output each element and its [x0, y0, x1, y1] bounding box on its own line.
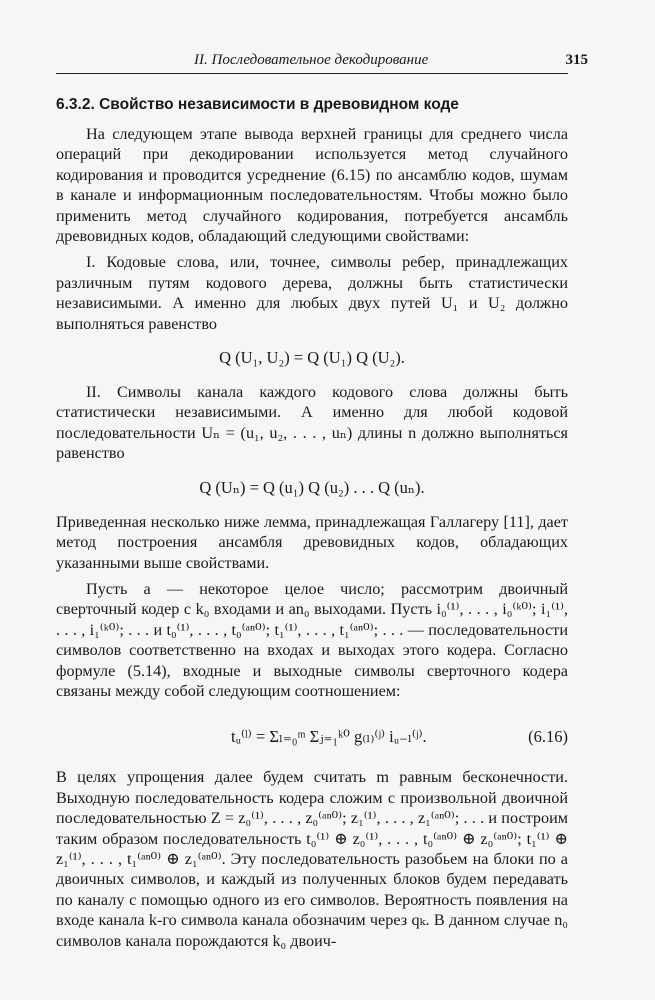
book-page	[56, 52, 588, 951]
equation-text: Q (U₁, U₂) = Q (U₁) Q (U₂).	[219, 348, 405, 368]
chapter-title: II. Последовательное декодирование	[194, 52, 429, 68]
paragraph-lemma: Приведенная несколько ниже лемма, принадлежащая Галлагеру [11], дает метод построения ансамбля древовидных кодов, обладающих указанными выше свойствами.	[56, 512, 568, 572]
property-one: I. Кодовые слова, или, точнее, символы ребер, принадлежащих различным путям кодового дерева, должны быть статистически независимыми. А именно для любых двух путей U₁ и U₂ должно выполняться равенство	[56, 253, 568, 333]
paragraph-encoder: Пусть a — некоторое целое число; рассмотрим двоичный сверточный кодер с k₀ входами и an₀ выходами. Пусть i₀⁽¹⁾, . . . , i₀⁽ᵏ⁰⁾; i₁⁽¹⁾, . . . , i₁⁽ᵏ⁰⁾; . . . и t₀⁽¹⁾, . . . , t₀⁽ᵃⁿ⁰⁾; t₁⁽¹⁾, . . . , t₁⁽ᵃⁿ⁰⁾; . . . — последовательности символов соответственно на входах и выходах этого кодера. Согласно формуле (5.14), входные и выходные символы сверточного кодера связаны между собой следующим соотношением:	[56, 579, 568, 700]
page-number: 315	[565, 52, 588, 68]
equation-independence-symbols	[56, 478, 568, 498]
paragraph-intro: На следующем этапе вывода верхней границы для среднего числа операций при декодировании используется метод случайного кодирования и проводится усреднение (6.15) по ансамблю кодов, шумам в канале и информационным последовательностям. Чтобы можно было применить метод случайного кодирования, потребуется ансамбль древовидных кодов, обладающий следующими свойствами:	[56, 125, 568, 246]
section-heading: 6.3.2. Свойство независимости в древовидном коде	[56, 96, 459, 113]
running-head	[56, 52, 588, 74]
equation-text: Q (Uₙ) = Q (u₁) Q (u₂) . . . Q (uₙ).	[199, 477, 425, 497]
equation-text: tᵤ⁽ˡ⁾ = Σₗ₌₀ᵐ Σⱼ₌₁ᵏ⁰ g₍ₗ₎⁽ʲ⁾ iᵤ₋ₗ⁽ʲ⁾.	[231, 727, 427, 747]
equation-independence-paths	[56, 348, 568, 368]
equation-number: (6.16)	[528, 727, 568, 747]
equation-6-16	[56, 707, 568, 757]
paragraph-simplification: В целях упрощения далее будем считать m равным бесконечности. Выходную последовательность кодера сложим с произвольной двоичной последовательностью Z = z₀⁽¹⁾, . . . , z₀⁽ᵃⁿ⁰⁾; z₁⁽¹⁾, . . . , z₁⁽ᵃⁿ⁰⁾; . . . и построим таким образом последовательность t₀⁽¹⁾ ⊕ z₀⁽¹⁾, . . . , t₀⁽ᵃⁿ⁰⁾ ⊕ z₀⁽ᵃⁿ⁰⁾; t₁⁽¹⁾ ⊕ z₁⁽¹⁾, . . . , t₁⁽ᵃⁿ⁰⁾ ⊕ z₁⁽ᵃⁿ⁰⁾. Эту последовательность разобьем на блоки по a двоичных символов, и каждый из полученных блоков будем передавать по каналу с помощью одного из его символов. Вероятность появления на входе канала k-го символа канала обозначим через qₖ. В данном случае n₀ символов канала порождаются k₀ двоич-	[56, 768, 568, 950]
property-two: II. Символы канала каждого кодового слова должны быть статистически независимыми. А именно для любой кодовой последовательности Uₙ = (u₁, u₂, . . . , uₙ) длины n должно выполняться равенство	[56, 383, 568, 463]
